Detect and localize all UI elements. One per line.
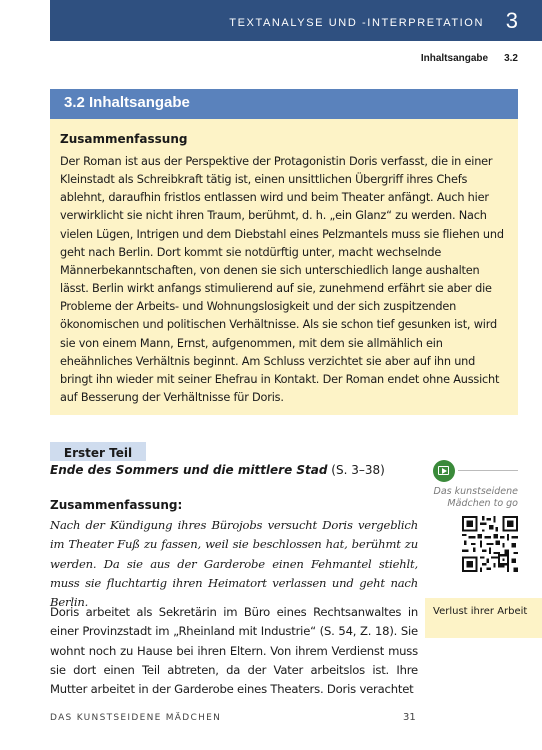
chapter-line	[50, 463, 410, 477]
chapter-title-italic: Ende des Sommers und die mittlere Stad	[50, 463, 328, 477]
running-subheader	[421, 53, 518, 64]
video-caption	[434, 486, 519, 510]
video-divider-line	[458, 470, 518, 471]
subheader-number: 3.2	[504, 53, 518, 64]
chapter-header-bar	[50, 0, 542, 41]
section-heading: 3.2 Inhaltsangabe	[64, 94, 190, 111]
video-play-icon[interactable]	[433, 460, 455, 482]
video-caption-line1: Das kunstseidene	[433, 486, 518, 497]
part-label-text: Erster Teil	[63, 446, 133, 460]
chapter-pages: (S. 3–38)	[327, 463, 385, 477]
summary-heading: Zusammenfassung	[60, 132, 188, 146]
body-paragraph: Doris arbeitet als Sekretärin im Büro eines Rechtsanwaltes in einer Provinzstadt im „Rheinland mit Industrie“ (S. 54, Z. 18). Sie wohnt noch zu Hause bei ihren Eltern. Von ihrem Verdienst muss sie dort einen Teil abtreten, da der Vater arbeitslos ist. Ihre Mutter arbeitet in der Garderobe eines Theaters. Doris verachtet	[50, 605, 418, 697]
footer-page-number: 31	[403, 712, 416, 723]
chapter-number: 3	[505, 8, 518, 33]
subheader-title: Inhaltsangabe	[420, 53, 489, 64]
summary-box	[50, 119, 518, 415]
summary-text: Der Roman ist aus der Perspektive der Protagonistin Doris verfasst, die in einer Kleinstadt als Schreibkraft tätig ist, einen unsittlichen Übergriff ihres Chefs ablehnt, daraufhin fristlos entlassen wird und beim Theater anfängt. Auch hier verwirklicht sie nicht ihren Traum, berühmt, d. h. „ein Glanz“ zu werden. Nach vielen Lügen, Intrigen und dem Diebstahl eines Pelzmantels muss sie fliehen und geht nach Berlin. Dort kommt sie notdürftig unter, macht wechselnde Männerbekanntschaften, von denen sie sich unterschiedlich lange aushalten lässt. Berlin wirkt anfangs stimulierend auf sie, zunehmend erfährt sie aber die Probleme der Arbeits- und Wohnungslosigkeit und der sich zuspitzenden ökonomischen und politischen Verhältnisse. Als sie schon tief gesunken ist, wird sie von einem Mann, Ernst, aufgenommen, mit dem sie allmählich ein eheähnliches Verhältnis beginnt. Am Schluss verzichtet sie aber auf ihn und bringt ihn wieder mit seiner Ehefrau in Kontakt. Der Roman endet ohne Aussicht auf Besserung der Verhältnisse für Doris.	[60, 155, 504, 405]
part-summary-text: Nach der Kündigung ihres Bürojobs versucht Doris vergeblich im Theater Fuß zu fassen, weil sie beschlossen hat, berühmt zu werden. Da sie aus der Garderobe einen Fehmantel stiehlt, muss sie fluchtartig ihren Heimatort verlassen und geht nach Berlin.	[50, 518, 418, 610]
qr-code[interactable]	[462, 516, 518, 572]
video-caption-line2: Mädchen to go	[447, 498, 518, 509]
margin-note: Verlust ihrer Arbeit	[425, 598, 542, 638]
part-label	[50, 442, 146, 461]
footer-book-title: DAS KUNSTSEIDENE MÄDCHEN	[50, 713, 222, 723]
chapter-title: TEXTANALYSE UND -INTERPRETATION	[229, 17, 484, 29]
part-summary-heading: Zusammenfassung:	[50, 498, 183, 512]
section-heading-bar	[50, 89, 518, 119]
